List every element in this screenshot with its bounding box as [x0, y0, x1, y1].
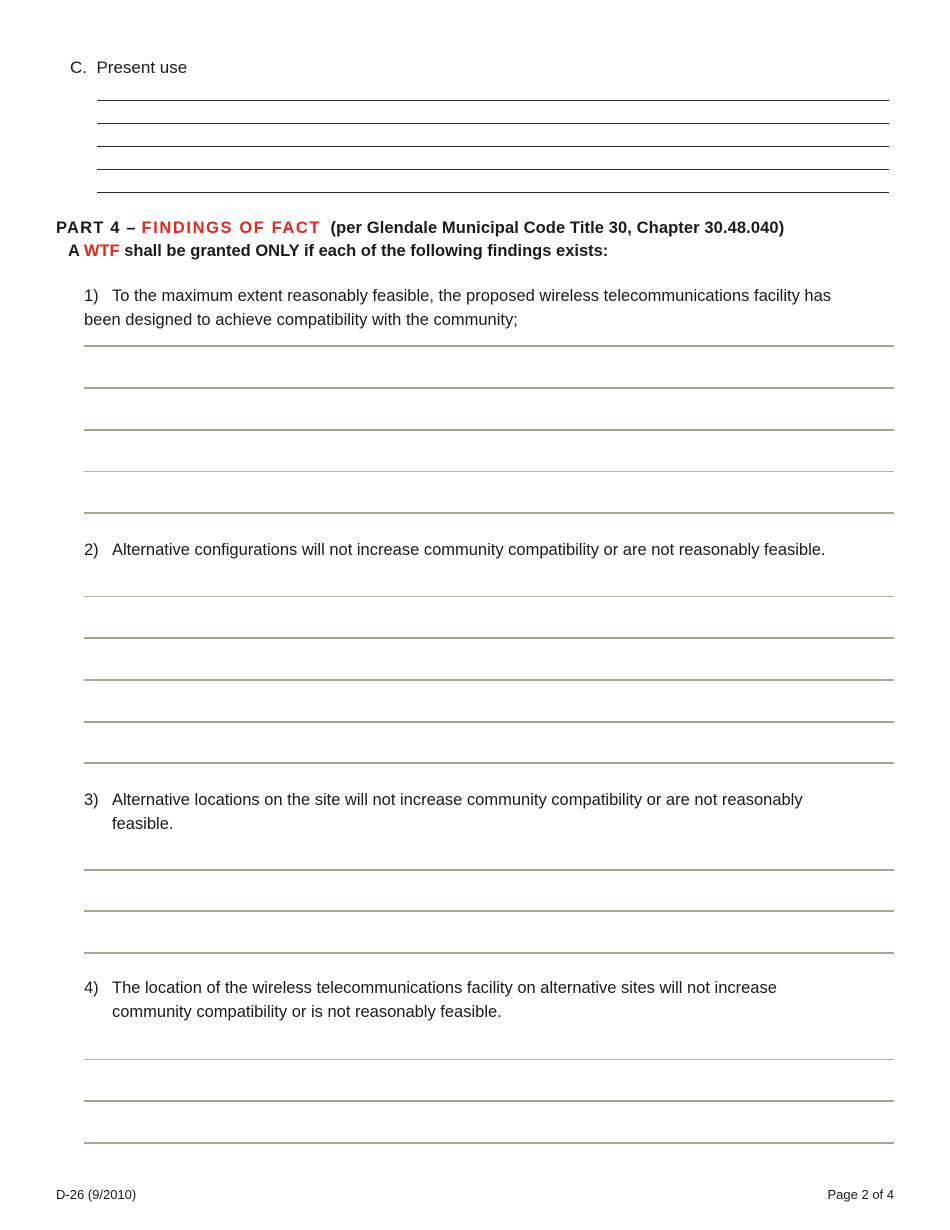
- finding-1-answer-line-2[interactable]: [84, 387, 894, 389]
- part4-label: PART 4 –: [56, 219, 137, 237]
- finding-2-answer-line-5[interactable]: [84, 762, 894, 764]
- finding-3-answer-line-2[interactable]: [84, 910, 894, 912]
- finding-2-text-line-1: Alternative configurations will not increase community compatibility or are not reasonably feasible.: [112, 541, 826, 559]
- finding-4-answer-line-2[interactable]: [84, 1100, 894, 1102]
- finding-1: [84, 284, 904, 332]
- finding-4-text-line-1: The location of the wireless telecommunications facility on alternative sites will not increase: [112, 979, 777, 997]
- finding-4-number: 4): [84, 979, 99, 997]
- intro-a: A: [68, 242, 80, 260]
- finding-2-number: 2): [84, 541, 99, 559]
- finding-2-answer-line-2[interactable]: [84, 637, 894, 639]
- present-use-line-3[interactable]: [97, 146, 889, 147]
- finding-3-text-line-1: Alternative locations on the site will not increase community compatibility or are not reasonably: [112, 791, 803, 809]
- finding-1-answer-line-5[interactable]: [84, 512, 894, 514]
- finding-3-number: 3): [84, 791, 99, 809]
- finding-3-text-line-2: feasible.: [112, 815, 174, 833]
- finding-1-answer-line-4[interactable]: [84, 471, 894, 472]
- finding-1-number: 1): [84, 287, 99, 305]
- footer-form-id: D-26 (9/2010): [56, 1187, 137, 1202]
- finding-4-answer-line-3[interactable]: [84, 1142, 894, 1144]
- finding-2-answer-line-4[interactable]: [84, 721, 894, 723]
- part4-reference: (per Glendale Municipal Code Title 30, Chapter 30.48.040): [330, 219, 785, 237]
- part4-title: FINDINGS OF FACT: [141, 219, 322, 237]
- finding-1-text-line-1: To the maximum extent reasonably feasible, the proposed wireless telecommunications facility has: [112, 287, 832, 305]
- intro-rest: shall be granted ONLY if each of the following findings exists:: [124, 242, 609, 260]
- finding-1-text-line-2: been designed to achieve compatibility with the community;: [84, 311, 518, 329]
- finding-4: [84, 976, 904, 1024]
- intro-wtf: WTF: [83, 242, 120, 260]
- present-use-line-2[interactable]: [97, 123, 889, 124]
- part4-heading: [56, 219, 784, 238]
- finding-2-answer-line-1[interactable]: [84, 596, 894, 597]
- part4-intro: [68, 242, 608, 261]
- section-c-title: Present use: [96, 58, 188, 77]
- present-use-line-1[interactable]: [97, 100, 889, 101]
- finding-2-answer-line-3[interactable]: [84, 679, 894, 681]
- section-c-heading: [70, 58, 187, 78]
- finding-4-answer-line-1[interactable]: [84, 1059, 894, 1060]
- finding-3-answer-line-1[interactable]: [84, 869, 894, 871]
- finding-3-answer-line-3[interactable]: [84, 952, 894, 954]
- footer-page-number: Page 2 of 4: [827, 1187, 894, 1202]
- finding-4-text-line-2: community compatibility or is not reasonably feasible.: [112, 1003, 502, 1021]
- present-use-line-5[interactable]: [97, 192, 889, 193]
- section-c-label: C.: [70, 58, 87, 77]
- finding-1-answer-line-1[interactable]: [84, 345, 894, 347]
- finding-3: [84, 788, 904, 836]
- finding-2: [84, 538, 904, 562]
- present-use-line-4[interactable]: [97, 169, 889, 170]
- finding-1-answer-line-3[interactable]: [84, 429, 894, 431]
